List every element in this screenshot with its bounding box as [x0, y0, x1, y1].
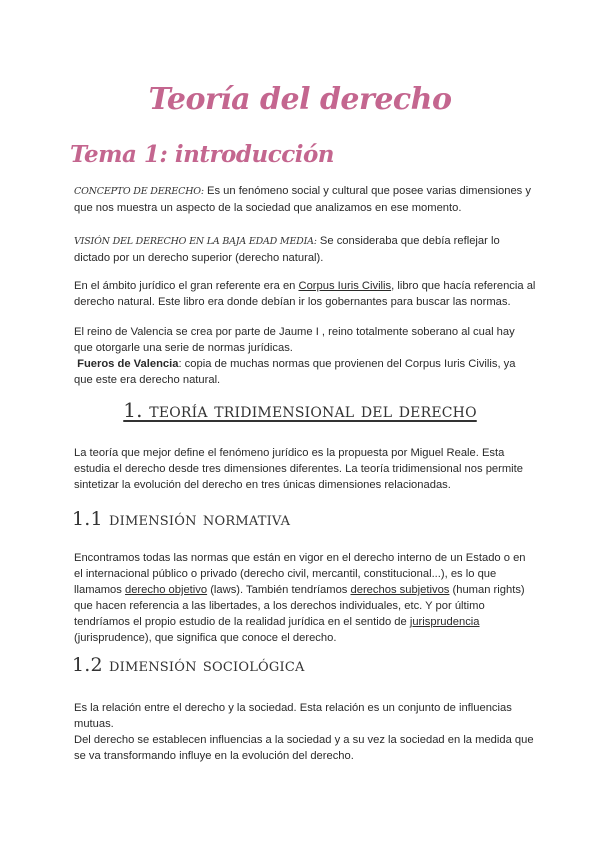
sociologica-text-b: Del derecho se establecen influencias a la sociedad y a su vez la sociedad en la medida que se va transformando influye en la evolución del derecho.: [74, 734, 534, 762]
vision-label: VISIÓN DEL DERECHO EN LA BAJA EDAD MEDIA:: [74, 236, 317, 247]
section-heading-1: [0, 398, 600, 422]
valencia-text: El reino de Valencia se crea por parte de Jaume I , reino totalmente soberano al cual hay que otorgarle una serie de normas jurídicas.: [74, 326, 515, 354]
paragraph-valencia: [74, 324, 536, 388]
fueros-label: Fueros de Valencia: [77, 358, 179, 370]
normativa-text-b: (laws). También tendríamos: [207, 584, 351, 596]
vision-text: Se consideraba que debía reflejar lo dictado por un derecho superior (derecho natural).: [74, 235, 500, 264]
corpus-text-a: En el ámbito jurídico el gran referente era en: [74, 280, 299, 292]
jurisprudencia-term: jurisprudencia: [409, 616, 480, 628]
paragraph-reale: La teoría que mejor define el fenómeno jurídico es la propuesta por Miguel Reale. Esta estudia el derecho desde tres dimensiones diferentes. La teoría tridimensional nos permite sintetizar la evolución del derecho en tres únicas dimensiones relacionadas.: [74, 447, 523, 491]
paragraph-normativa: [74, 550, 536, 646]
normativa-text-c: (human rights) que hacen referencia a las libertades, a los derechos individuales, etc. Y por último tendríamos el propio estudio de la realidad jurídica en el sentido de: [74, 584, 525, 628]
concepto-label: CONCEPTO DE DERECHO:: [74, 186, 204, 197]
normativa-text-d: (jurisprudence), que significa que conoce el derecho.: [74, 632, 337, 644]
section-heading-1-1: 1.1 dimensión normativa: [72, 508, 291, 530]
paragraph-corpus: [74, 278, 536, 310]
sociologica-text-a: Es la relación entre el derecho y la sociedad. Esta relación es un conjunto de influencias mutuas.: [74, 702, 512, 730]
fueros-text: : copia de muchas normas que provienen del Corpus Iuris Civilis, ya que este era derecho natural.: [74, 358, 516, 386]
paragraph-vision: [74, 233, 536, 266]
derecho-objetivo-term: derecho objetivo: [124, 584, 208, 596]
corpus-link: Corpus Iuris Civilis: [298, 280, 392, 292]
derechos-subjetivos-term: derechos subjetivos: [350, 584, 450, 596]
section-heading-1-text: 1. teoría tridimensional del derecho: [123, 398, 477, 422]
section-heading-1-2: 1.2 dimensión sociológica: [72, 654, 305, 676]
corpus-text-b: , libro que hacía referencia al derecho natural. Este libro era donde debían ir los gobernantes para buscar las normas.: [74, 280, 536, 308]
paragraph-sociologica: [74, 700, 536, 764]
topic-heading: Tema 1: introducción: [70, 141, 335, 168]
paragraph-concepto: [74, 183, 536, 216]
normativa-text-a: Encontramos todas las normas que están en vigor en el derecho interno de un Estado o en el internacional público o privado (derecho civil, mercantil, constitucional...), es lo que llamamos: [74, 552, 526, 596]
document-title: Teoría del derecho: [148, 82, 452, 117]
concepto-text: Es un fenómeno social y cultural que posee varias dimensiones y que nos muestra un aspecto de la sociedad que analizamos en ese momento.: [74, 185, 531, 214]
